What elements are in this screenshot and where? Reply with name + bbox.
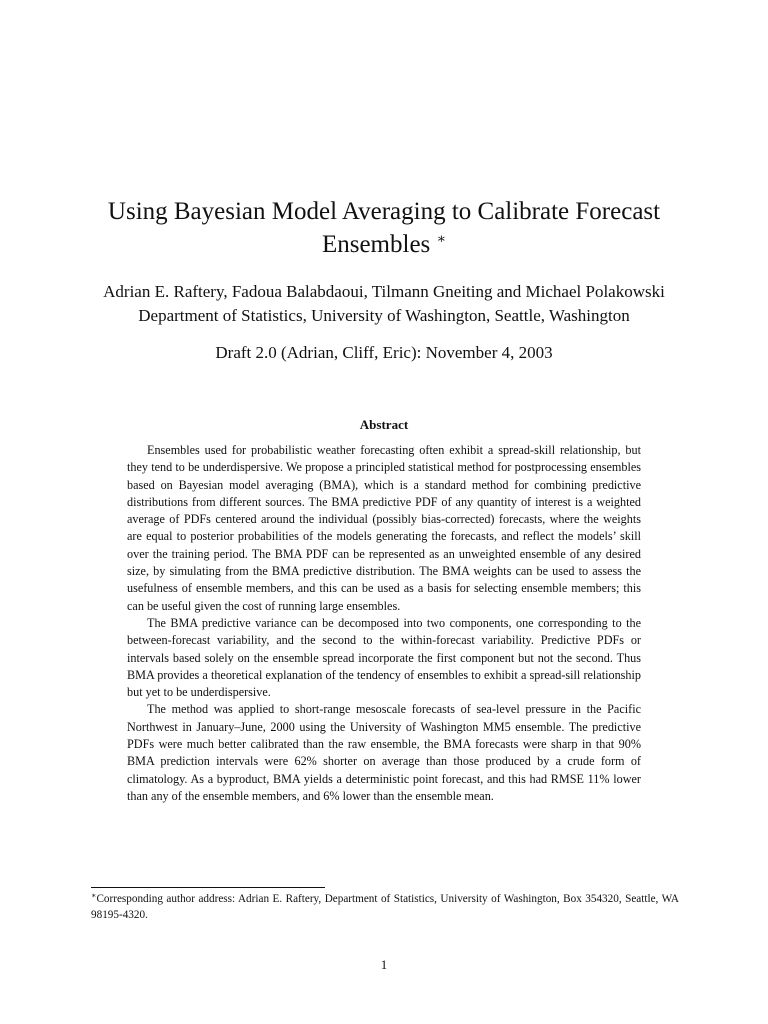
page-number: 1 (380, 957, 388, 972)
abstract-heading: Abstract (359, 417, 409, 432)
abstract-paragraph: Ensembles used for probabilistic weather forecasting often exhibit a spread-skill relationship, but they tend to be underdispersive. We propose a principled statistical method for postprocessing ensembles based on Bayesian model averaging (BMA), which is a standard method for combining predictive distributions from different sources. The BMA predictive PDF of any quantity of interest is a weighted average of PDFs centered around the individual (possibly bias-corrected) forecasts, where the weights are equal to posterior probabilities of the models generating the forecasts, and reflect the models’ skill over the training period. The BMA PDF can be represented as an unweighted ensemble of any desired size, by simulating from the BMA predictive distribution. The BMA weights can be used to assess the usefulness of ensemble members, and this can be used as a basis for selecting ensemble members; this can be useful given the cost of running large ensembles. (127, 443, 641, 613)
author-list: Adrian E. Raftery, Fadoua Balabdaoui, Tilmann Gneiting and Michael Polakowski (103, 282, 665, 301)
affiliation: Department of Statistics, University of Washington, Seattle, Washington (138, 306, 630, 325)
abstract-paragraph: The BMA predictive variance can be decomposed into two components, one corresponding to the between-forecast variability, and the second to the within-forecast variability. Predictive PDFs or intervals based solely on the ensemble spread incorporate the first component but not the second. Thus BMA provides a theoretical explanation of the tendency of ensembles to exhibit a spread-sill relationship but yet to be underdispersive. (127, 615, 641, 700)
paper-title-text: Using Bayesian Model Averaging to Calibrate Forecast Ensembles (107, 198, 661, 258)
draft-line: Draft 2.0 (Adrian, Cliff, Eric): November 4, 2003 (215, 343, 553, 362)
footnote-text: Corresponding author address: Adrian E. Raftery, Department of Statistics, University of Washington, Box 354320, Seattle, WA 98195-4320. (91, 893, 679, 921)
footnote-marker: ∗ (91, 891, 97, 900)
footnote-divider (91, 887, 325, 888)
title-footnote-marker: ∗ (436, 232, 447, 247)
footnote (91, 891, 679, 923)
abstract-paragraph: The method was applied to short-range mesoscale forecasts of sea-level pressure in the Pacific Northwest in January–June, 2000 using the University of Washington MM5 ensemble. The predictive PDFs were much better calibrated than the raw ensemble, the BMA forecasts were sharp in that 90% BMA prediction intervals were 62% shorter on average than those produced by a crude form of climatology. As a byproduct, BMA yields a deterministic point forecast, and this had RMSE 11% lower than any of the ensemble members, and 6% lower than the ensemble mean. (127, 702, 641, 803)
paper-title (60, 195, 708, 261)
abstract-body (127, 442, 641, 805)
author-block (40, 280, 728, 328)
